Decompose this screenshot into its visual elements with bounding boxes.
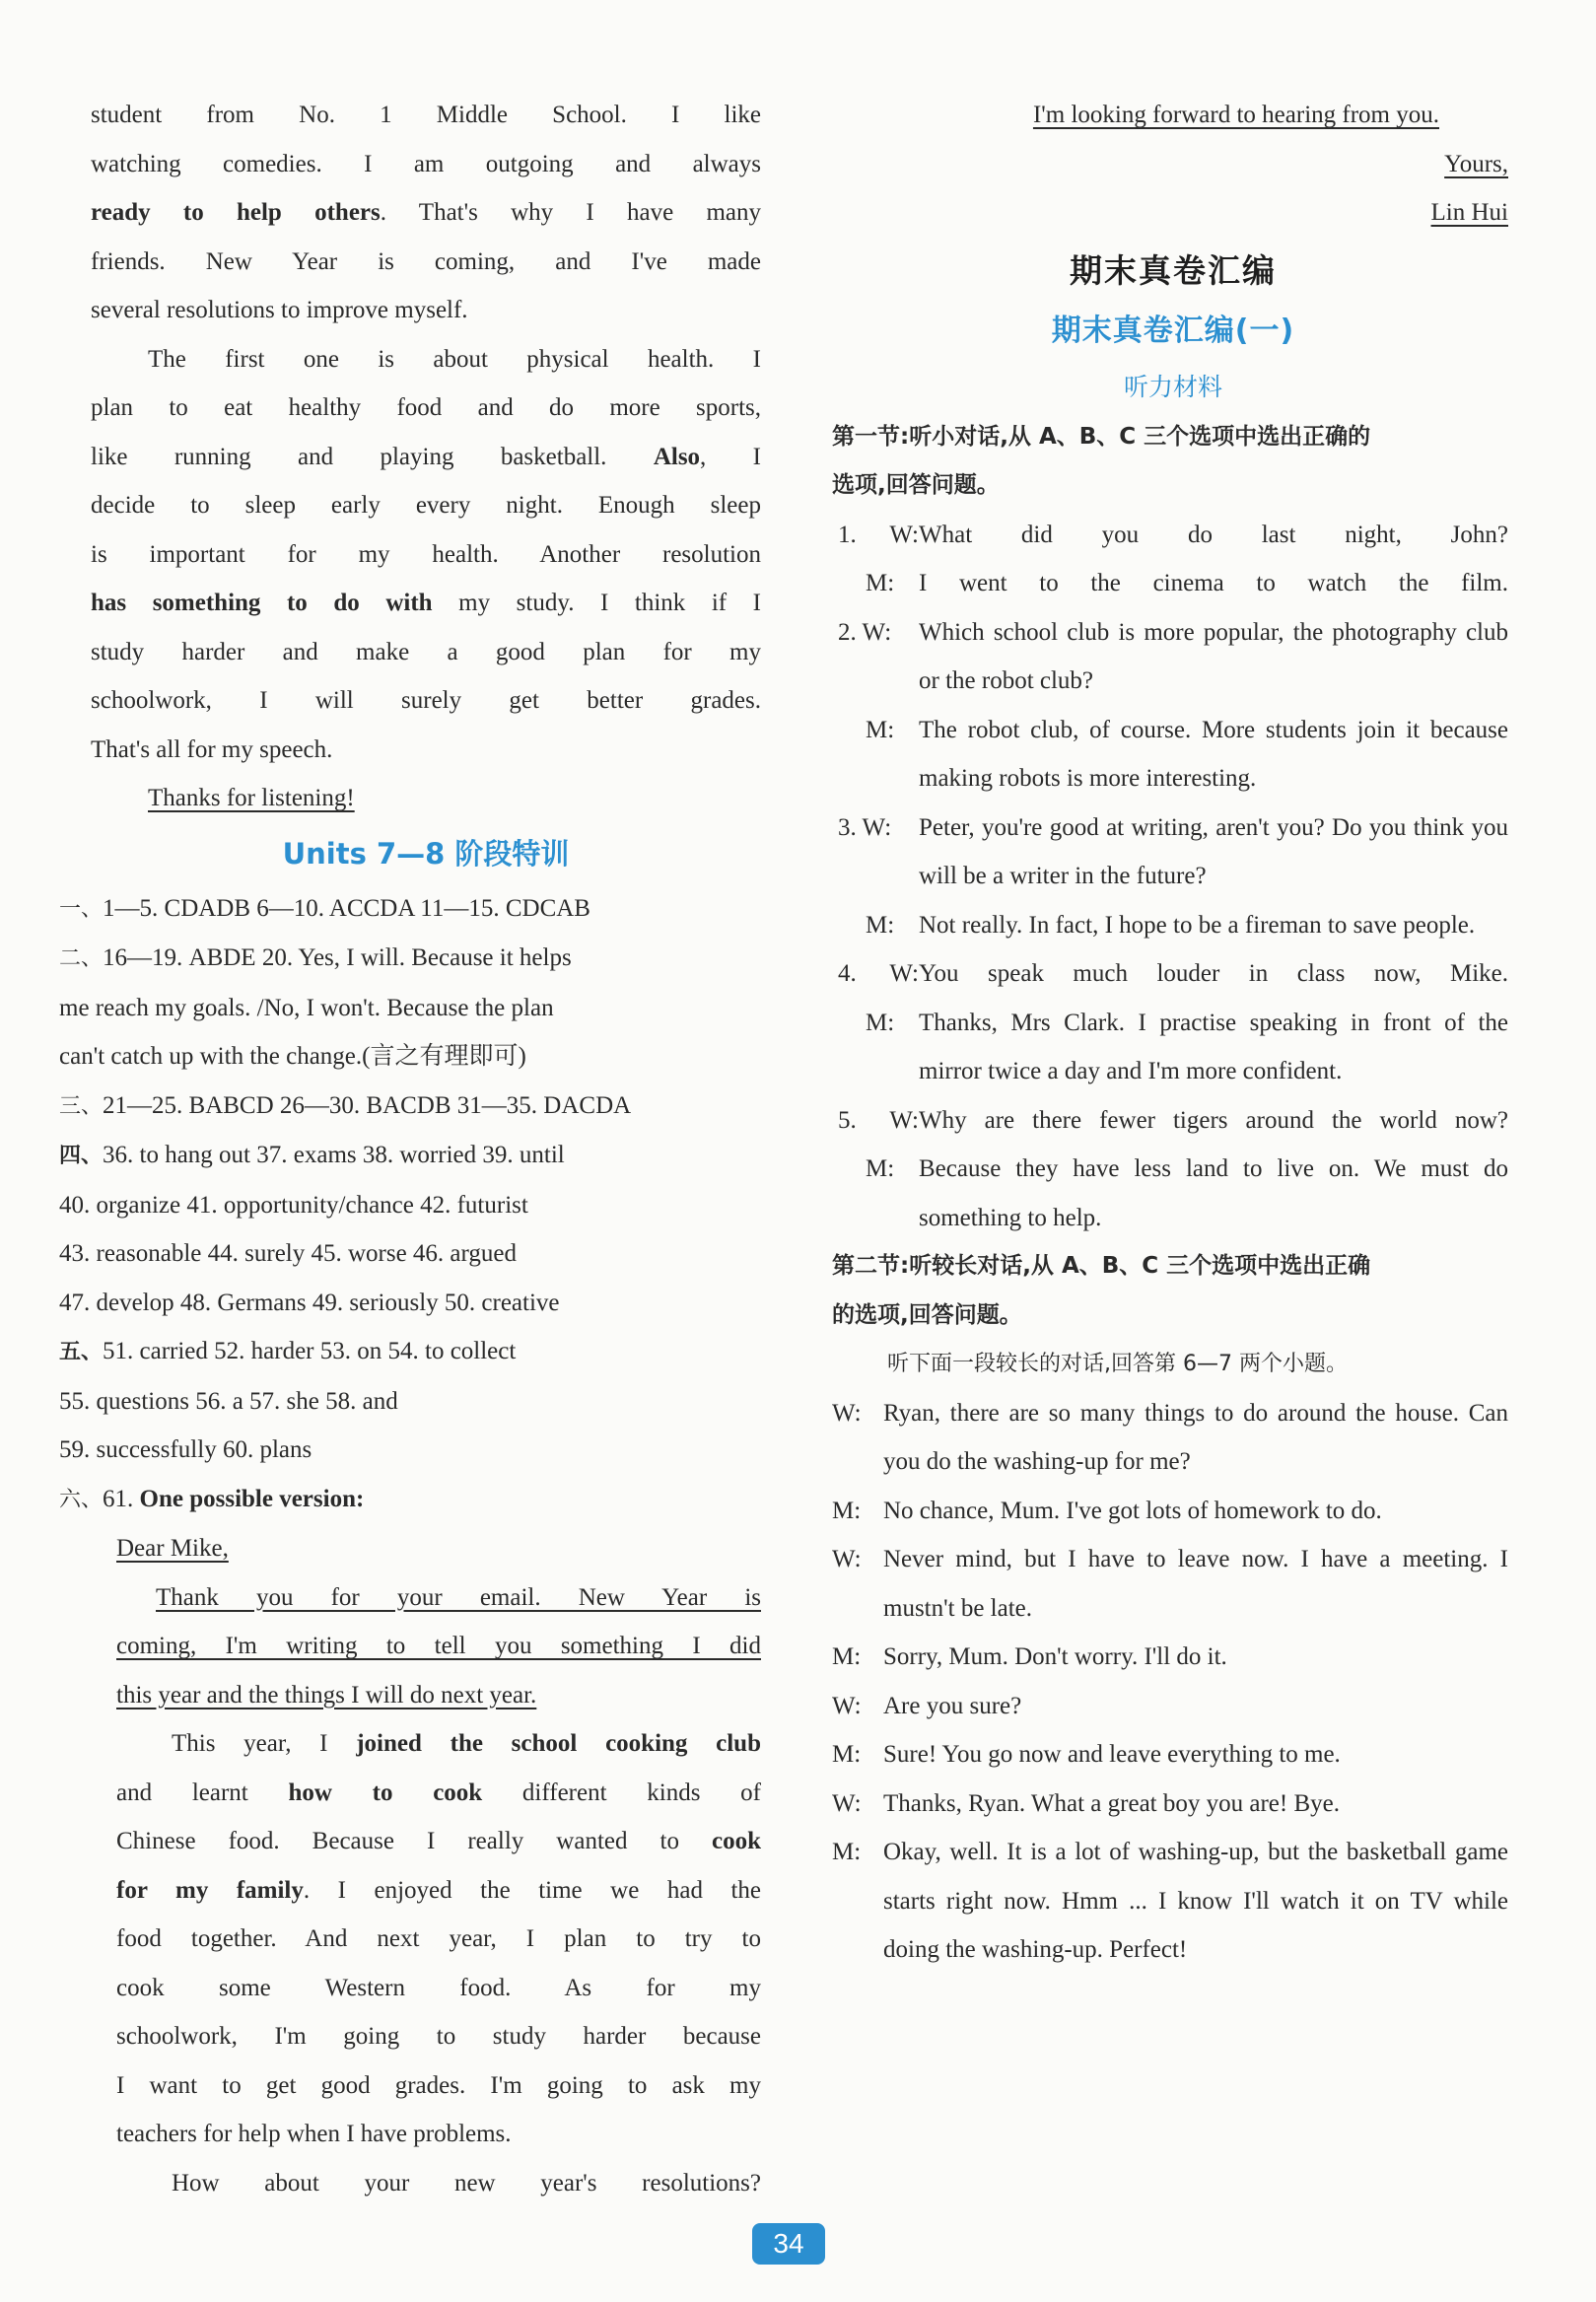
signature-line xyxy=(838,188,1508,238)
dialog-line xyxy=(838,949,1508,999)
answer-text: 43. reasonable 44. surely 45. worse 46. argued xyxy=(59,1240,518,1267)
dialog-speaker: M: xyxy=(832,1839,862,1865)
dialog-speaker: 4. W: xyxy=(838,960,919,987)
section-title: 期末真卷汇编 xyxy=(1070,250,1277,290)
text-line: student from No. 1 Middle School. I like xyxy=(91,102,761,128)
bold-phrase: joined the school cooking club xyxy=(356,1730,761,1757)
text-line xyxy=(91,579,761,628)
part2-note: 听下面一段较长的对话,回答第 6—7 两个小题。 xyxy=(887,1352,1348,1376)
text-line: teachers for help when I have problems. xyxy=(116,2121,512,2147)
dialog-speaker: M: xyxy=(866,716,895,743)
dialog-line xyxy=(838,1145,1508,1242)
answer-text: 36. to hang out 37. exams 38. worried 39. until xyxy=(103,1142,565,1168)
answer-line xyxy=(59,1181,761,1230)
text-line xyxy=(91,188,761,238)
dialog-text: Are you sure? xyxy=(883,1692,1022,1719)
text-line: several resolutions to improve myself. xyxy=(91,297,468,323)
intro-text: coming, I'm writing to tell you something I did xyxy=(116,1633,761,1659)
answer-text: 59. successfully 60. plans xyxy=(59,1436,312,1463)
text-span: like running and playing basketball. xyxy=(91,443,654,470)
thanks-line xyxy=(91,774,761,823)
dialog-line xyxy=(832,1828,1508,1975)
dialog-text: Ryan, there are so many things to do around the house. Can you do the washing-up for me? xyxy=(883,1399,1508,1475)
page-number: 34 xyxy=(752,2223,825,2265)
greeting-text: Dear Mike, xyxy=(116,1535,229,1562)
short-dialogs xyxy=(838,511,1508,1243)
answer-line xyxy=(59,1426,761,1475)
dialog-line xyxy=(832,1682,1508,1731)
dialog-speaker: W: xyxy=(832,1399,862,1427)
dialog-speaker: M: xyxy=(866,570,895,596)
answer-text: 47. develop 48. Germans 49. seriously 50. creative xyxy=(59,1289,560,1316)
dialog-text: No chance, Mum. I've got lots of homework to do. xyxy=(883,1497,1382,1524)
text-line: I want to get good grades. I'm going to ask my xyxy=(116,2071,761,2099)
dialog-speaker: M: xyxy=(832,1643,862,1670)
closing-line xyxy=(838,140,1508,189)
text-line: cook some Western food. As for my xyxy=(116,1974,761,2001)
text-line xyxy=(85,1866,761,1916)
thanks-text: Thanks for listening! xyxy=(148,785,355,811)
answer-line xyxy=(59,1279,761,1328)
text-line: The first one is about physical health. I xyxy=(148,345,761,373)
answer-mark: 六、 xyxy=(59,1487,104,1512)
text-line: study harder and make a good plan for my xyxy=(91,638,761,665)
answer-text: can't catch up with the change.(言之有理即可) xyxy=(59,1043,526,1070)
answer-text: 61. xyxy=(103,1485,140,1512)
answer-line xyxy=(59,1032,761,1081)
dialog-line xyxy=(838,999,1508,1096)
answer-text: me reach my goals. /No, I won't. Because the plan xyxy=(59,994,554,1021)
dialog-line xyxy=(838,706,1508,803)
dialog-text: Okay, well. It is a lot of washing-up, but the basketball game starts right now. Hmm ... I know I'll watch it on TV while doing the washing-up. Perfect! xyxy=(883,1839,1508,1963)
dialog-text: Because they have less land to live on. We must do something to help. xyxy=(919,1155,1508,1231)
dialog-speaker: M: xyxy=(832,1497,862,1524)
part1-instruction: 第一节:听小对话,从 A、B、C 三个选项中选出正确的 xyxy=(832,423,1371,450)
dialog-line xyxy=(838,608,1508,706)
dialog-text: You speak much louder in class now, Mike. xyxy=(919,960,1508,987)
dialog-text: Sure! You go now and leave everything to me. xyxy=(883,1741,1341,1768)
text-line: schoolwork, I will surely get better grades. xyxy=(91,687,761,714)
answer-mark: 三、 xyxy=(59,1093,104,1119)
dialog-text: Never mind, but I have to leave now. I have a meeting. I mustn't be late. xyxy=(883,1546,1508,1622)
long-dialog xyxy=(832,1389,1508,1975)
dialog-text: What did you do last night, John? xyxy=(919,521,1508,548)
text-span: my study. I think if I xyxy=(432,590,762,616)
letter-greeting xyxy=(85,1524,761,1573)
dialog-speaker: W: xyxy=(832,1692,862,1719)
dialog-speaker: 3. W: xyxy=(838,813,892,841)
text-line: decide to sleep early every night. Enough sleep xyxy=(91,492,761,519)
answer-line xyxy=(59,1081,761,1132)
answer-text: 51. carried 52. harder 53. on 54. to collect xyxy=(103,1338,517,1364)
answer-mark: 一、 xyxy=(59,896,104,922)
text-line xyxy=(85,1719,761,1769)
intro-text: Thank you for your email. New Year is xyxy=(156,1583,761,1611)
dialog-line xyxy=(832,1389,1508,1487)
answer-line xyxy=(59,1131,761,1181)
bold-phrase: how to cook xyxy=(288,1779,483,1806)
bold-phrase: has something to do with xyxy=(91,590,433,616)
text-line: is important for my health. Another resolution xyxy=(91,540,761,568)
dialog-speaker: W: xyxy=(832,1789,862,1817)
answer-mark: 五、 xyxy=(59,1340,104,1364)
dialog-line xyxy=(832,1535,1508,1633)
dialog-text: Peter, you're good at writing, aren't you? Do you think you will be a writer in the future? xyxy=(919,813,1508,889)
text-span: and learnt xyxy=(116,1779,289,1806)
text-line: watching comedies. I am outgoing and always xyxy=(91,150,761,177)
dialog-text: Why are there fewer tigers around the world now? xyxy=(919,1106,1508,1134)
answer-line xyxy=(59,1229,761,1279)
answer-text: 16—19. ABDE 20. Yes, I will. Because it helps xyxy=(103,944,572,971)
dialog-line xyxy=(838,511,1508,560)
text-line xyxy=(91,433,761,482)
dialog-line xyxy=(838,559,1508,608)
dialog-text: I went to the cinema to watch the film. xyxy=(919,570,1508,596)
letter-intro-line xyxy=(85,1573,761,1623)
bold-phrase: cook xyxy=(712,1828,761,1854)
signature-text: Lin Hui xyxy=(1430,199,1508,226)
dialog-speaker: W: xyxy=(832,1546,862,1572)
dialog-speaker: M: xyxy=(866,911,895,939)
dialog-line xyxy=(838,1096,1508,1146)
answer-text: 55. questions 56. a 57. she 58. and xyxy=(59,1387,398,1415)
answer-list xyxy=(59,884,761,1525)
dialog-text: Thanks, Ryan. What a great boy you are! Bye. xyxy=(883,1789,1340,1817)
dialog-line xyxy=(832,1730,1508,1779)
text-line: That's all for my speech. xyxy=(91,735,333,763)
dialog-text: Which school club is more popular, the photography club or the robot club? xyxy=(919,618,1508,694)
dialog-line xyxy=(832,1487,1508,1536)
text-line: How about your new year's resolutions? xyxy=(172,2169,761,2197)
text-span: Chinese food. Because I really wanted to xyxy=(116,1828,712,1854)
letter-intro-line xyxy=(85,1671,761,1720)
dialog-speaker: M: xyxy=(866,1009,895,1036)
answer-text: 21—25. BABCD 26—30. BACDB 31—35. DACDA xyxy=(103,1091,632,1119)
part2-instruction: 第二节:听较长对话,从 A、B、C 三个选项中选出正确 xyxy=(832,1253,1371,1279)
looking-forward-line xyxy=(838,91,1508,140)
text-line xyxy=(85,1817,761,1866)
answer-line xyxy=(59,984,761,1033)
answer-line xyxy=(59,884,761,935)
dialog-line xyxy=(832,1633,1508,1682)
answer-line xyxy=(59,1327,761,1377)
text-span: . I enjoyed the time we had the xyxy=(303,1876,762,1904)
text-line: plan to eat healthy food and do more sports, xyxy=(91,394,761,421)
bold-phrase: One possible version: xyxy=(139,1485,365,1512)
dialog-speaker: 5. W: xyxy=(838,1106,919,1134)
letter-intro-line xyxy=(85,1622,761,1671)
dialog-line xyxy=(838,901,1508,950)
bold-phrase: for my family xyxy=(116,1876,304,1904)
intro-text: this year and the things I will do next year. xyxy=(116,1681,537,1709)
dialog-speaker: M: xyxy=(866,1155,895,1182)
text-span: This year, I xyxy=(172,1730,357,1757)
answer-line xyxy=(59,1377,761,1427)
dialog-line xyxy=(832,1779,1508,1829)
dialog-line xyxy=(838,803,1508,901)
answer-text: 1—5. CDADB 6—10. ACCDA 11—15. CDCAB xyxy=(103,894,590,922)
text-line: food together. And next year, I plan to try to xyxy=(116,1925,761,1952)
left-column xyxy=(59,91,762,2207)
answer-mark: 二、 xyxy=(59,946,104,971)
sub-title: 期末真卷汇编(一) xyxy=(1051,313,1295,348)
part2-instruction: 的选项,回答问题。 xyxy=(832,1301,1022,1328)
dialog-text: Thanks, Mrs Clark. I practise speaking in front of the mirror twice a day and I'm more confident. xyxy=(919,1009,1508,1084)
text-span: different kinds of xyxy=(482,1779,761,1806)
letter xyxy=(85,1524,761,2207)
dialog-speaker: M: xyxy=(832,1741,862,1768)
part1-instruction: 选项,回答问题。 xyxy=(832,472,1000,498)
answer-line xyxy=(59,1475,761,1525)
bold-phrase: Also xyxy=(653,443,701,470)
dialog-speaker: 1. W: xyxy=(838,521,919,548)
looking-forward-text: I'm looking forward to hearing from you. xyxy=(1032,102,1439,128)
dialog-speaker: 2. W: xyxy=(838,618,892,646)
text-span: , I xyxy=(700,443,761,470)
unit-title: Units 7—8 阶段特训 xyxy=(282,836,570,871)
text-span: . That's why I have many xyxy=(380,199,761,226)
answer-mark: 四、 xyxy=(59,1144,104,1168)
closing-text: Yours, xyxy=(1444,150,1508,177)
dialog-text: The robot club, of course. More students join it because making robots is more interesting. xyxy=(919,716,1508,792)
right-column xyxy=(832,91,1508,1975)
text-line: friends. New Year is coming, and I've made xyxy=(91,247,761,275)
bold-phrase: ready to help others xyxy=(91,199,381,226)
answer-line xyxy=(59,934,761,984)
text-line: schoolwork, I'm going to study harder because xyxy=(116,2023,761,2050)
dialog-text: Sorry, Mum. Don't worry. I'll do it. xyxy=(883,1643,1227,1670)
text-line xyxy=(85,1769,761,1818)
listening-title: 听力材料 xyxy=(1123,372,1222,401)
dialog-text: Not really. In fact, I hope to be a fireman to save people. xyxy=(919,911,1476,939)
answer-text: 40. organize 41. opportunity/chance 42. futurist xyxy=(59,1191,528,1219)
